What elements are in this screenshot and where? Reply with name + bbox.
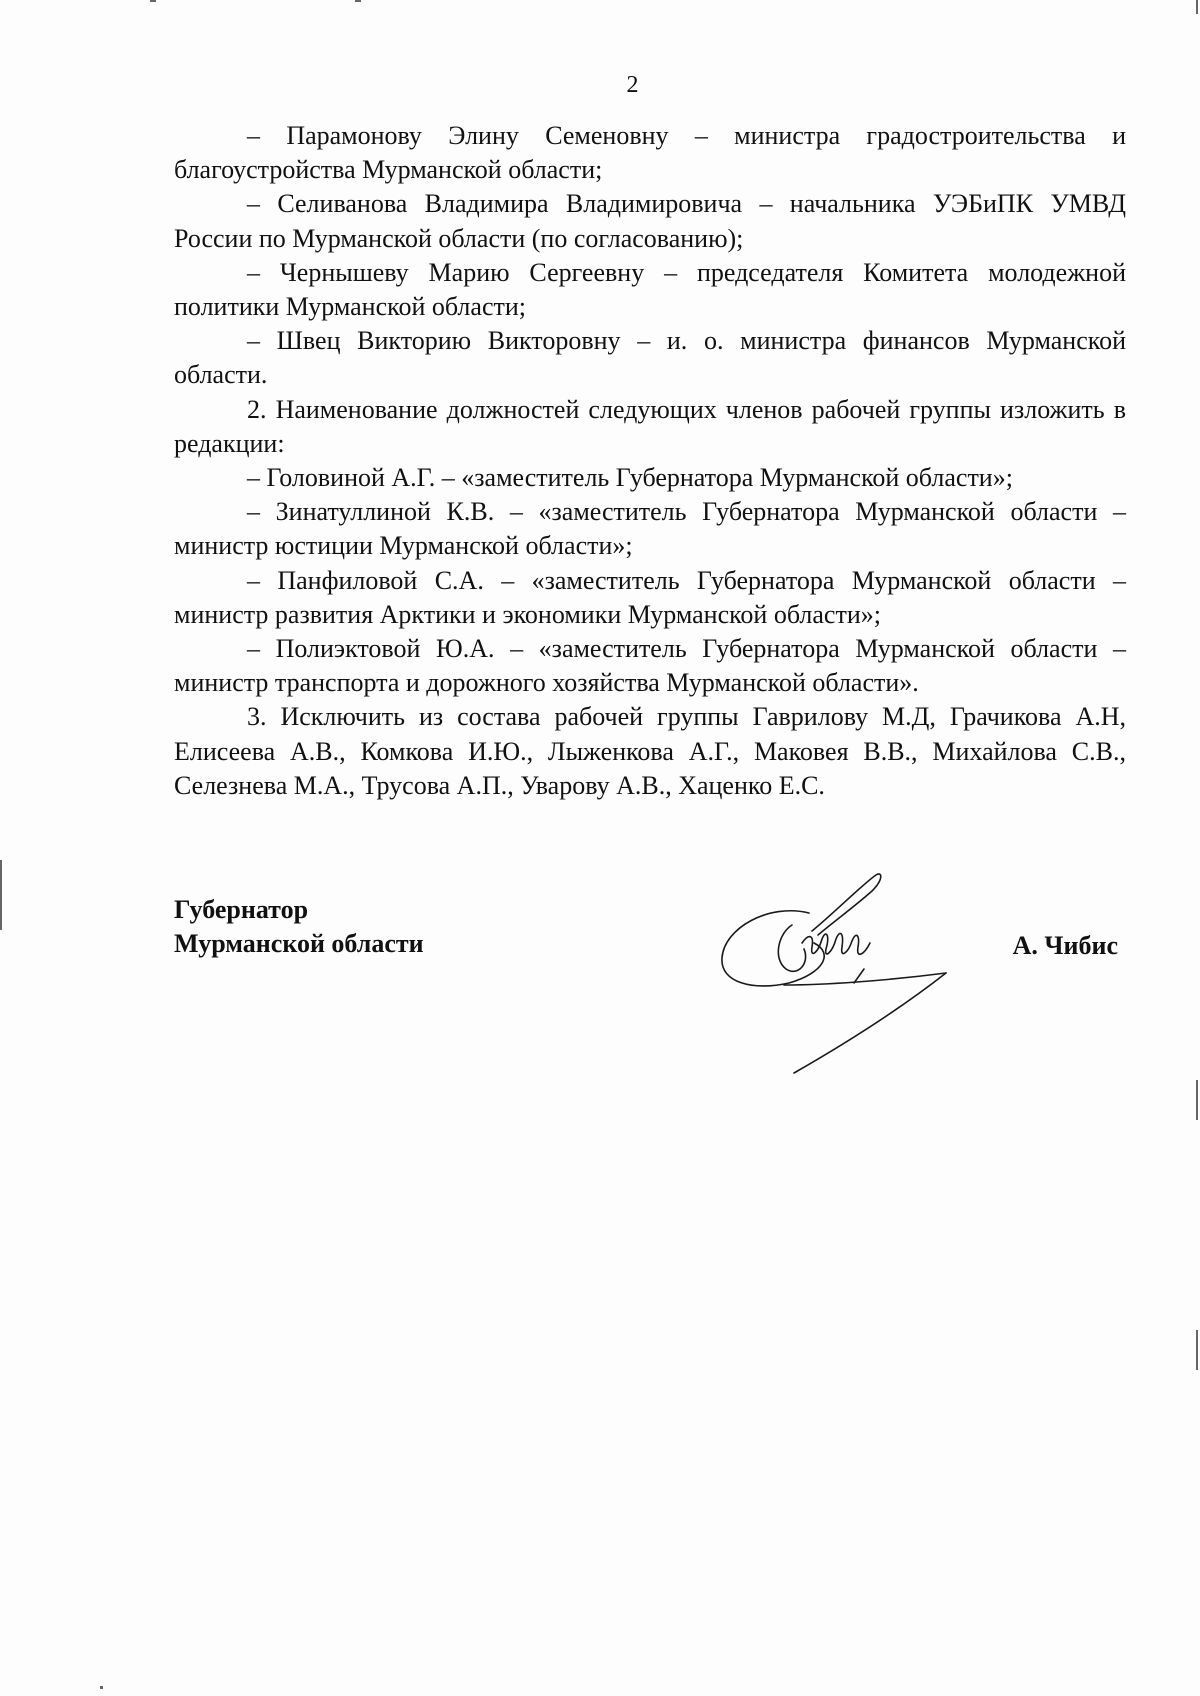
scan-edge-mark: [1196, 1080, 1198, 1120]
paragraph-selivanov: – Селиванова Владимира Владимировича – начальника УЭБиПК УМВД России по Мурманской области (по согласованию);: [174, 189, 1126, 253]
scan-edge-mark: [1196, 1330, 1198, 1370]
signatory-title-line1: Губернатор: [174, 895, 309, 924]
signatory-name: А. Чибис: [1012, 931, 1118, 960]
scan-edge-mark: [100, 1686, 103, 1689]
paragraph-panfilova: – Панфиловой С.А. – «заместитель Губернатора Мурманской области – министр развития Арктики и экономики Мурманской области»;: [174, 565, 1126, 629]
page-number: 2: [626, 72, 639, 98]
scan-edge-mark: [355, 0, 361, 2]
paragraph-paramonova: – Парамонову Элину Семеновну – министра градостроительства и благоустройства Мурманской области;: [174, 121, 1126, 185]
signature-block: [174, 893, 1126, 1093]
paragraph-item-2: 2. Наименование должностей следующих членов рабочей группы изложить в редакции:: [174, 394, 1126, 458]
paragraph-chernysheva: – Чернышеву Марию Сергеевну – председателя Комитета молодежной политики Мурманской области;: [174, 257, 1126, 322]
document-body: [174, 119, 1126, 803]
paragraph-poliektova: – Полиэктовой Ю.А. – «заместитель Губернатора Мурманской области – министр транспорта и дорожного хозяйства Мурманской области».: [174, 634, 1126, 698]
scan-edge-mark: [1196, 0, 1198, 14]
paragraph-shvets: – Швец Викторию Викторовну – и. о. министра финансов Мурманской области.: [174, 326, 1126, 390]
scan-edge-mark: [0, 860, 2, 930]
signatory-title: [174, 893, 424, 961]
paragraph-zinatullina: – Зинатуллиной К.В. – «заместитель Губернатора Мурманской области – министр юстиции Мурманской области»;: [174, 497, 1126, 561]
handwritten-signature: [714, 873, 974, 1083]
scan-edge-mark: [150, 0, 156, 2]
signatory-title-line2: Мурманской области: [174, 929, 424, 958]
paragraph-item-3: 3. Исключить из состава рабочей группы Гаврилову М.Д, Грачикова А.Н, Елисеева А.В., Комкова И.Ю., Лыженкова А.Г., Маковея В.В., Михайлова С.В., Селезнева М.А., Трусова А.П., Уварову А.В., Хаценко Е.С.: [174, 702, 1126, 800]
paragraph-golovina: – Головиной А.Г. – «заместитель Губернатора Мурманской области»;: [247, 463, 1013, 493]
